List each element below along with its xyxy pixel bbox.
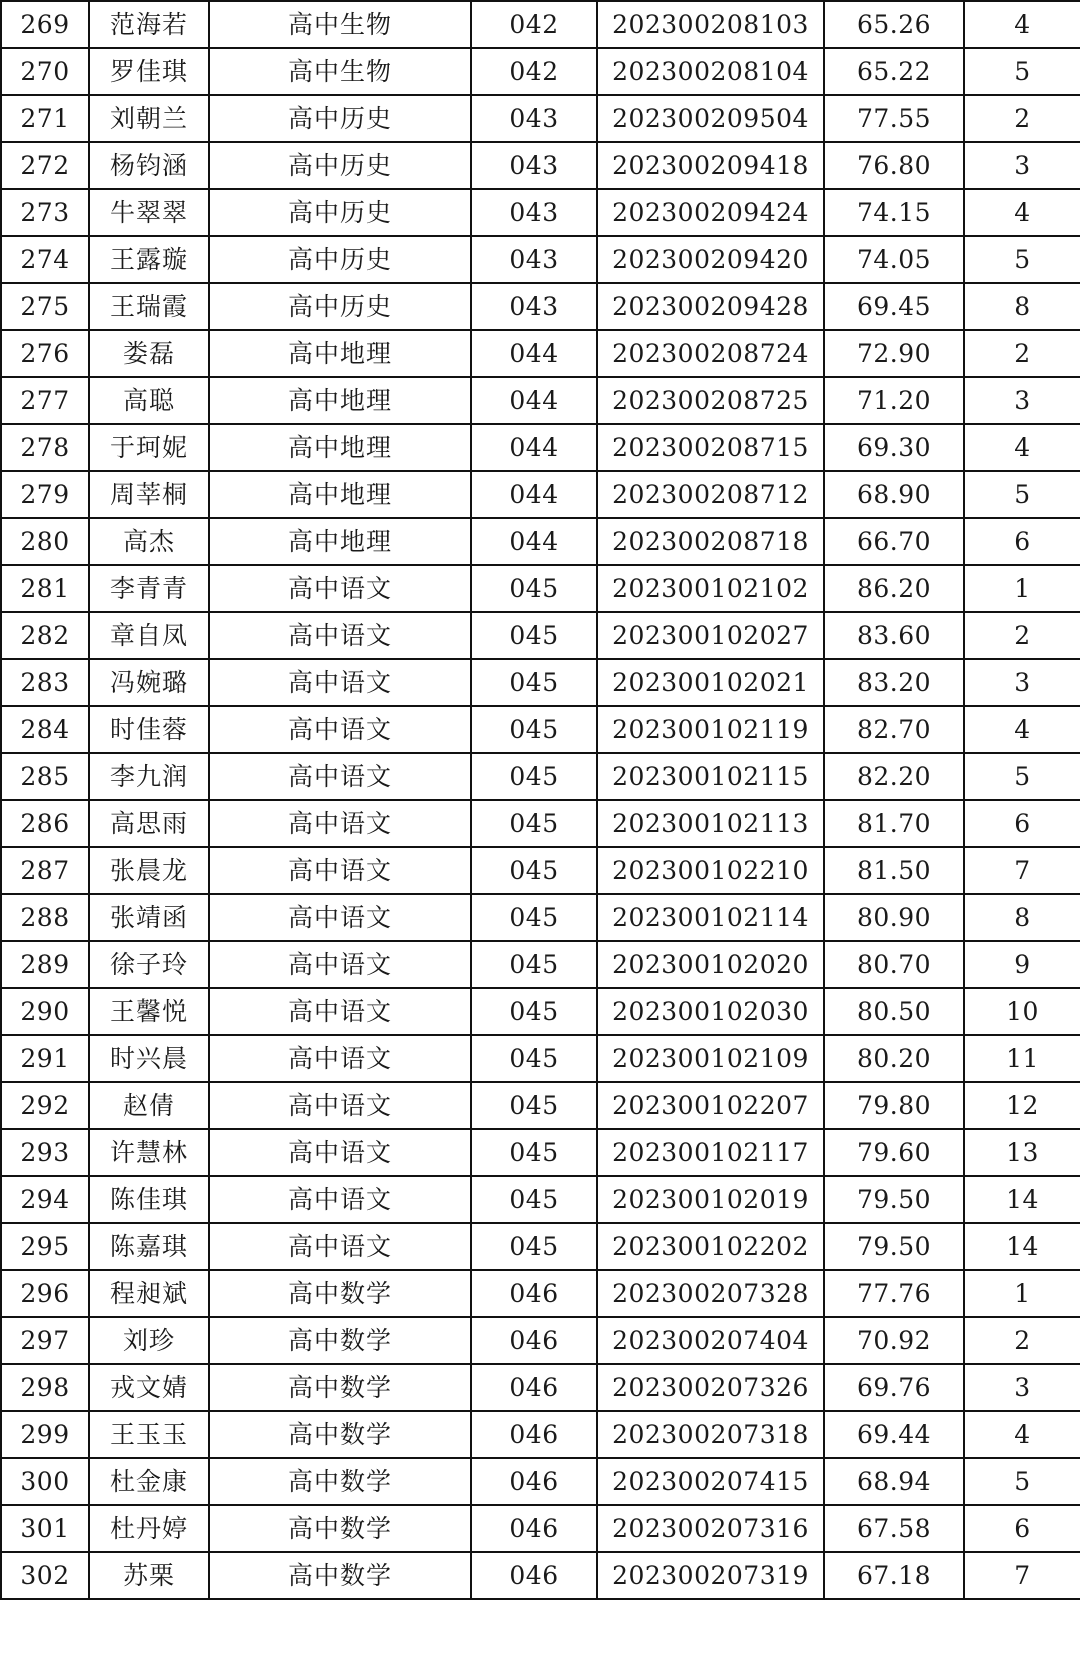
exam-id-cell: 202300102030 xyxy=(597,988,824,1035)
subject-cell: 高中地理 xyxy=(209,518,471,565)
rank-cell: 2 xyxy=(964,330,1080,377)
score-cell: 68.90 xyxy=(824,471,964,518)
row-number-cell: 272 xyxy=(1,142,89,189)
rank-cell: 10 xyxy=(964,988,1080,1035)
rank-cell: 1 xyxy=(964,565,1080,612)
exam-id-cell: 202300102119 xyxy=(597,706,824,753)
table-row xyxy=(1,1552,1080,1599)
post-code-cell: 044 xyxy=(471,330,597,377)
row-number-cell: 295 xyxy=(1,1223,89,1270)
rank-cell: 6 xyxy=(964,518,1080,565)
rank-cell: 12 xyxy=(964,1082,1080,1129)
row-number-cell: 275 xyxy=(1,283,89,330)
candidate-name-cell: 徐子玲 xyxy=(89,941,209,988)
exam-id-cell: 202300102102 xyxy=(597,565,824,612)
subject-cell: 高中语文 xyxy=(209,941,471,988)
post-code-cell: 045 xyxy=(471,565,597,612)
exam-id-cell: 202300209418 xyxy=(597,142,824,189)
row-number-cell: 282 xyxy=(1,612,89,659)
score-cell: 67.58 xyxy=(824,1505,964,1552)
score-cell: 82.70 xyxy=(824,706,964,753)
exam-id-cell: 202300208104 xyxy=(597,48,824,95)
table-row xyxy=(1,189,1080,236)
score-cell: 69.30 xyxy=(824,424,964,471)
rank-cell: 5 xyxy=(964,471,1080,518)
score-cell: 69.76 xyxy=(824,1364,964,1411)
score-cell: 80.70 xyxy=(824,941,964,988)
post-code-cell: 045 xyxy=(471,1176,597,1223)
rank-cell: 4 xyxy=(964,1,1080,48)
table-row xyxy=(1,1129,1080,1176)
score-table-body xyxy=(1,1,1080,1599)
exam-id-cell: 202300102019 xyxy=(597,1176,824,1223)
exam-id-cell: 202300207404 xyxy=(597,1317,824,1364)
score-cell: 81.50 xyxy=(824,847,964,894)
rank-cell: 11 xyxy=(964,1035,1080,1082)
score-cell: 70.92 xyxy=(824,1317,964,1364)
candidate-name-cell: 戎文婧 xyxy=(89,1364,209,1411)
candidate-name-cell: 时兴晨 xyxy=(89,1035,209,1082)
row-number-cell: 283 xyxy=(1,659,89,706)
row-number-cell: 277 xyxy=(1,377,89,424)
exam-id-cell: 202300102210 xyxy=(597,847,824,894)
row-number-cell: 271 xyxy=(1,95,89,142)
candidate-name-cell: 许慧林 xyxy=(89,1129,209,1176)
row-number-cell: 281 xyxy=(1,565,89,612)
rank-cell: 3 xyxy=(964,142,1080,189)
exam-id-cell: 202300102115 xyxy=(597,753,824,800)
row-number-cell: 291 xyxy=(1,1035,89,1082)
rank-cell: 8 xyxy=(964,894,1080,941)
subject-cell: 高中地理 xyxy=(209,330,471,377)
post-code-cell: 044 xyxy=(471,471,597,518)
row-number-cell: 300 xyxy=(1,1458,89,1505)
score-cell: 77.55 xyxy=(824,95,964,142)
subject-cell: 高中历史 xyxy=(209,283,471,330)
rank-cell: 7 xyxy=(964,847,1080,894)
subject-cell: 高中语文 xyxy=(209,988,471,1035)
row-number-cell: 284 xyxy=(1,706,89,753)
post-code-cell: 046 xyxy=(471,1411,597,1458)
subject-cell: 高中语文 xyxy=(209,659,471,706)
subject-cell: 高中语文 xyxy=(209,800,471,847)
subject-cell: 高中数学 xyxy=(209,1270,471,1317)
candidate-name-cell: 陈嘉琪 xyxy=(89,1223,209,1270)
table-row xyxy=(1,1035,1080,1082)
table-row xyxy=(1,377,1080,424)
subject-cell: 高中历史 xyxy=(209,189,471,236)
table-row xyxy=(1,1505,1080,1552)
score-cell: 79.50 xyxy=(824,1223,964,1270)
candidate-name-cell: 刘朝兰 xyxy=(89,95,209,142)
candidate-name-cell: 张晨龙 xyxy=(89,847,209,894)
subject-cell: 高中语文 xyxy=(209,1223,471,1270)
row-number-cell: 286 xyxy=(1,800,89,847)
table-row xyxy=(1,941,1080,988)
post-code-cell: 045 xyxy=(471,706,597,753)
row-number-cell: 288 xyxy=(1,894,89,941)
row-number-cell: 274 xyxy=(1,236,89,283)
row-number-cell: 294 xyxy=(1,1176,89,1223)
subject-cell: 高中生物 xyxy=(209,1,471,48)
table-row xyxy=(1,894,1080,941)
table-row xyxy=(1,1082,1080,1129)
candidate-name-cell: 章自凤 xyxy=(89,612,209,659)
table-row xyxy=(1,847,1080,894)
candidate-name-cell: 王馨悦 xyxy=(89,988,209,1035)
subject-cell: 高中语文 xyxy=(209,1176,471,1223)
post-code-cell: 045 xyxy=(471,847,597,894)
table-row xyxy=(1,659,1080,706)
rank-cell: 4 xyxy=(964,706,1080,753)
rank-cell: 6 xyxy=(964,800,1080,847)
row-number-cell: 302 xyxy=(1,1552,89,1599)
exam-id-cell: 202300102109 xyxy=(597,1035,824,1082)
post-code-cell: 046 xyxy=(471,1458,597,1505)
subject-cell: 高中历史 xyxy=(209,95,471,142)
score-cell: 66.70 xyxy=(824,518,964,565)
score-cell: 81.70 xyxy=(824,800,964,847)
post-code-cell: 044 xyxy=(471,377,597,424)
exam-id-cell: 202300102114 xyxy=(597,894,824,941)
post-code-cell: 043 xyxy=(471,283,597,330)
table-row xyxy=(1,95,1080,142)
row-number-cell: 289 xyxy=(1,941,89,988)
exam-id-cell: 202300102020 xyxy=(597,941,824,988)
rank-cell: 7 xyxy=(964,1552,1080,1599)
table-row xyxy=(1,1411,1080,1458)
exam-id-cell: 202300207316 xyxy=(597,1505,824,1552)
score-cell: 77.76 xyxy=(824,1270,964,1317)
rank-cell: 14 xyxy=(964,1223,1080,1270)
score-cell: 65.22 xyxy=(824,48,964,95)
exam-id-cell: 202300208712 xyxy=(597,471,824,518)
table-row xyxy=(1,1364,1080,1411)
table-row xyxy=(1,330,1080,377)
exam-id-cell: 202300208103 xyxy=(597,1,824,48)
exam-id-cell: 202300102021 xyxy=(597,659,824,706)
row-number-cell: 292 xyxy=(1,1082,89,1129)
rank-cell: 6 xyxy=(964,1505,1080,1552)
subject-cell: 高中语文 xyxy=(209,612,471,659)
rank-cell: 5 xyxy=(964,753,1080,800)
post-code-cell: 046 xyxy=(471,1364,597,1411)
exam-id-cell: 202300102027 xyxy=(597,612,824,659)
exam-id-cell: 202300207415 xyxy=(597,1458,824,1505)
table-row xyxy=(1,48,1080,95)
candidate-name-cell: 高聪 xyxy=(89,377,209,424)
subject-cell: 高中数学 xyxy=(209,1458,471,1505)
rank-cell: 5 xyxy=(964,1458,1080,1505)
table-row xyxy=(1,1223,1080,1270)
candidate-name-cell: 李九润 xyxy=(89,753,209,800)
table-row xyxy=(1,1270,1080,1317)
row-number-cell: 293 xyxy=(1,1129,89,1176)
post-code-cell: 045 xyxy=(471,800,597,847)
candidate-name-cell: 苏栗 xyxy=(89,1552,209,1599)
post-code-cell: 043 xyxy=(471,189,597,236)
exam-id-cell: 202300209420 xyxy=(597,236,824,283)
subject-cell: 高中数学 xyxy=(209,1552,471,1599)
rank-cell: 9 xyxy=(964,941,1080,988)
table-row xyxy=(1,612,1080,659)
row-number-cell: 276 xyxy=(1,330,89,377)
score-cell: 86.20 xyxy=(824,565,964,612)
score-cell: 72.90 xyxy=(824,330,964,377)
post-code-cell: 045 xyxy=(471,941,597,988)
post-code-cell: 043 xyxy=(471,95,597,142)
candidate-name-cell: 时佳蓉 xyxy=(89,706,209,753)
rank-cell: 1 xyxy=(964,1270,1080,1317)
row-number-cell: 297 xyxy=(1,1317,89,1364)
score-cell: 74.15 xyxy=(824,189,964,236)
rank-cell: 14 xyxy=(964,1176,1080,1223)
table-row xyxy=(1,1176,1080,1223)
post-code-cell: 042 xyxy=(471,1,597,48)
score-cell: 67.18 xyxy=(824,1552,964,1599)
candidate-name-cell: 王瑞霞 xyxy=(89,283,209,330)
exam-id-cell: 202300102202 xyxy=(597,1223,824,1270)
candidate-name-cell: 于珂妮 xyxy=(89,424,209,471)
candidate-name-cell: 程昶斌 xyxy=(89,1270,209,1317)
exam-id-cell: 202300207319 xyxy=(597,1552,824,1599)
table-row xyxy=(1,471,1080,518)
candidate-name-cell: 牛翠翠 xyxy=(89,189,209,236)
candidate-name-cell: 杨钧涵 xyxy=(89,142,209,189)
score-cell: 80.50 xyxy=(824,988,964,1035)
subject-cell: 高中地理 xyxy=(209,471,471,518)
rank-cell: 8 xyxy=(964,283,1080,330)
subject-cell: 高中语文 xyxy=(209,565,471,612)
subject-cell: 高中数学 xyxy=(209,1364,471,1411)
exam-id-cell: 202300207328 xyxy=(597,1270,824,1317)
row-number-cell: 290 xyxy=(1,988,89,1035)
exam-id-cell: 202300208715 xyxy=(597,424,824,471)
row-number-cell: 299 xyxy=(1,1411,89,1458)
post-code-cell: 044 xyxy=(471,518,597,565)
subject-cell: 高中语文 xyxy=(209,753,471,800)
score-cell: 83.60 xyxy=(824,612,964,659)
candidate-name-cell: 周莘桐 xyxy=(89,471,209,518)
score-cell: 65.26 xyxy=(824,1,964,48)
table-row xyxy=(1,518,1080,565)
table-row xyxy=(1,1458,1080,1505)
score-cell: 74.05 xyxy=(824,236,964,283)
table-row xyxy=(1,1,1080,48)
table-row xyxy=(1,424,1080,471)
candidate-name-cell: 冯婉璐 xyxy=(89,659,209,706)
rank-cell: 3 xyxy=(964,659,1080,706)
post-code-cell: 045 xyxy=(471,1129,597,1176)
table-row xyxy=(1,142,1080,189)
candidate-name-cell: 王玉玉 xyxy=(89,1411,209,1458)
rank-cell: 2 xyxy=(964,612,1080,659)
table-row xyxy=(1,706,1080,753)
post-code-cell: 045 xyxy=(471,1035,597,1082)
exam-id-cell: 202300207318 xyxy=(597,1411,824,1458)
score-cell: 83.20 xyxy=(824,659,964,706)
post-code-cell: 045 xyxy=(471,1223,597,1270)
rank-cell: 4 xyxy=(964,424,1080,471)
subject-cell: 高中数学 xyxy=(209,1317,471,1364)
candidate-name-cell: 刘珍 xyxy=(89,1317,209,1364)
candidate-name-cell: 赵倩 xyxy=(89,1082,209,1129)
score-cell: 80.90 xyxy=(824,894,964,941)
candidate-name-cell: 范海若 xyxy=(89,1,209,48)
score-cell: 68.94 xyxy=(824,1458,964,1505)
post-code-cell: 043 xyxy=(471,142,597,189)
table-row xyxy=(1,1317,1080,1364)
row-number-cell: 285 xyxy=(1,753,89,800)
subject-cell: 高中语文 xyxy=(209,706,471,753)
candidate-name-cell: 高思雨 xyxy=(89,800,209,847)
exam-id-cell: 202300209428 xyxy=(597,283,824,330)
row-number-cell: 273 xyxy=(1,189,89,236)
exam-id-cell: 202300208718 xyxy=(597,518,824,565)
row-number-cell: 298 xyxy=(1,1364,89,1411)
row-number-cell: 296 xyxy=(1,1270,89,1317)
score-cell: 79.50 xyxy=(824,1176,964,1223)
candidate-name-cell: 李青青 xyxy=(89,565,209,612)
score-cell: 82.20 xyxy=(824,753,964,800)
table-row xyxy=(1,988,1080,1035)
row-number-cell: 301 xyxy=(1,1505,89,1552)
subject-cell: 高中生物 xyxy=(209,48,471,95)
exam-id-cell: 202300102117 xyxy=(597,1129,824,1176)
rank-cell: 5 xyxy=(964,48,1080,95)
row-number-cell: 269 xyxy=(1,1,89,48)
post-code-cell: 045 xyxy=(471,1082,597,1129)
post-code-cell: 044 xyxy=(471,424,597,471)
table-row xyxy=(1,565,1080,612)
subject-cell: 高中地理 xyxy=(209,377,471,424)
post-code-cell: 045 xyxy=(471,659,597,706)
table-row xyxy=(1,753,1080,800)
subject-cell: 高中数学 xyxy=(209,1411,471,1458)
subject-cell: 高中地理 xyxy=(209,424,471,471)
candidate-name-cell: 罗佳琪 xyxy=(89,48,209,95)
score-cell: 79.80 xyxy=(824,1082,964,1129)
post-code-cell: 046 xyxy=(471,1317,597,1364)
score-cell: 76.80 xyxy=(824,142,964,189)
rank-cell: 3 xyxy=(964,377,1080,424)
exam-id-cell: 202300209424 xyxy=(597,189,824,236)
candidate-name-cell: 陈佳琪 xyxy=(89,1176,209,1223)
rank-cell: 5 xyxy=(964,236,1080,283)
rank-cell: 2 xyxy=(964,95,1080,142)
exam-id-cell: 202300102113 xyxy=(597,800,824,847)
post-code-cell: 045 xyxy=(471,753,597,800)
candidate-name-cell: 杜丹婷 xyxy=(89,1505,209,1552)
post-code-cell: 042 xyxy=(471,48,597,95)
subject-cell: 高中语文 xyxy=(209,1082,471,1129)
subject-cell: 高中语文 xyxy=(209,1035,471,1082)
subject-cell: 高中语文 xyxy=(209,894,471,941)
row-number-cell: 280 xyxy=(1,518,89,565)
exam-id-cell: 202300102207 xyxy=(597,1082,824,1129)
table-row xyxy=(1,236,1080,283)
exam-id-cell: 202300208724 xyxy=(597,330,824,377)
table-row xyxy=(1,800,1080,847)
post-code-cell: 046 xyxy=(471,1505,597,1552)
post-code-cell: 046 xyxy=(471,1270,597,1317)
subject-cell: 高中语文 xyxy=(209,1129,471,1176)
table-row xyxy=(1,283,1080,330)
candidate-name-cell: 张靖函 xyxy=(89,894,209,941)
post-code-cell: 046 xyxy=(471,1552,597,1599)
subject-cell: 高中历史 xyxy=(209,236,471,283)
candidate-name-cell: 杜金康 xyxy=(89,1458,209,1505)
candidate-name-cell: 高杰 xyxy=(89,518,209,565)
exam-id-cell: 202300207326 xyxy=(597,1364,824,1411)
post-code-cell: 045 xyxy=(471,988,597,1035)
score-cell: 69.45 xyxy=(824,283,964,330)
rank-cell: 4 xyxy=(964,189,1080,236)
candidate-name-cell: 王露璇 xyxy=(89,236,209,283)
candidate-name-cell: 娄磊 xyxy=(89,330,209,377)
subject-cell: 高中语文 xyxy=(209,847,471,894)
rank-cell: 4 xyxy=(964,1411,1080,1458)
rank-cell: 2 xyxy=(964,1317,1080,1364)
row-number-cell: 279 xyxy=(1,471,89,518)
row-number-cell: 278 xyxy=(1,424,89,471)
score-cell: 71.20 xyxy=(824,377,964,424)
exam-id-cell: 202300209504 xyxy=(597,95,824,142)
subject-cell: 高中历史 xyxy=(209,142,471,189)
subject-cell: 高中数学 xyxy=(209,1505,471,1552)
post-code-cell: 045 xyxy=(471,894,597,941)
score-cell: 80.20 xyxy=(824,1035,964,1082)
score-cell: 69.44 xyxy=(824,1411,964,1458)
exam-id-cell: 202300208725 xyxy=(597,377,824,424)
row-number-cell: 270 xyxy=(1,48,89,95)
score-cell: 79.60 xyxy=(824,1129,964,1176)
rank-cell: 3 xyxy=(964,1364,1080,1411)
post-code-cell: 043 xyxy=(471,236,597,283)
rank-cell: 13 xyxy=(964,1129,1080,1176)
post-code-cell: 045 xyxy=(471,612,597,659)
row-number-cell: 287 xyxy=(1,847,89,894)
